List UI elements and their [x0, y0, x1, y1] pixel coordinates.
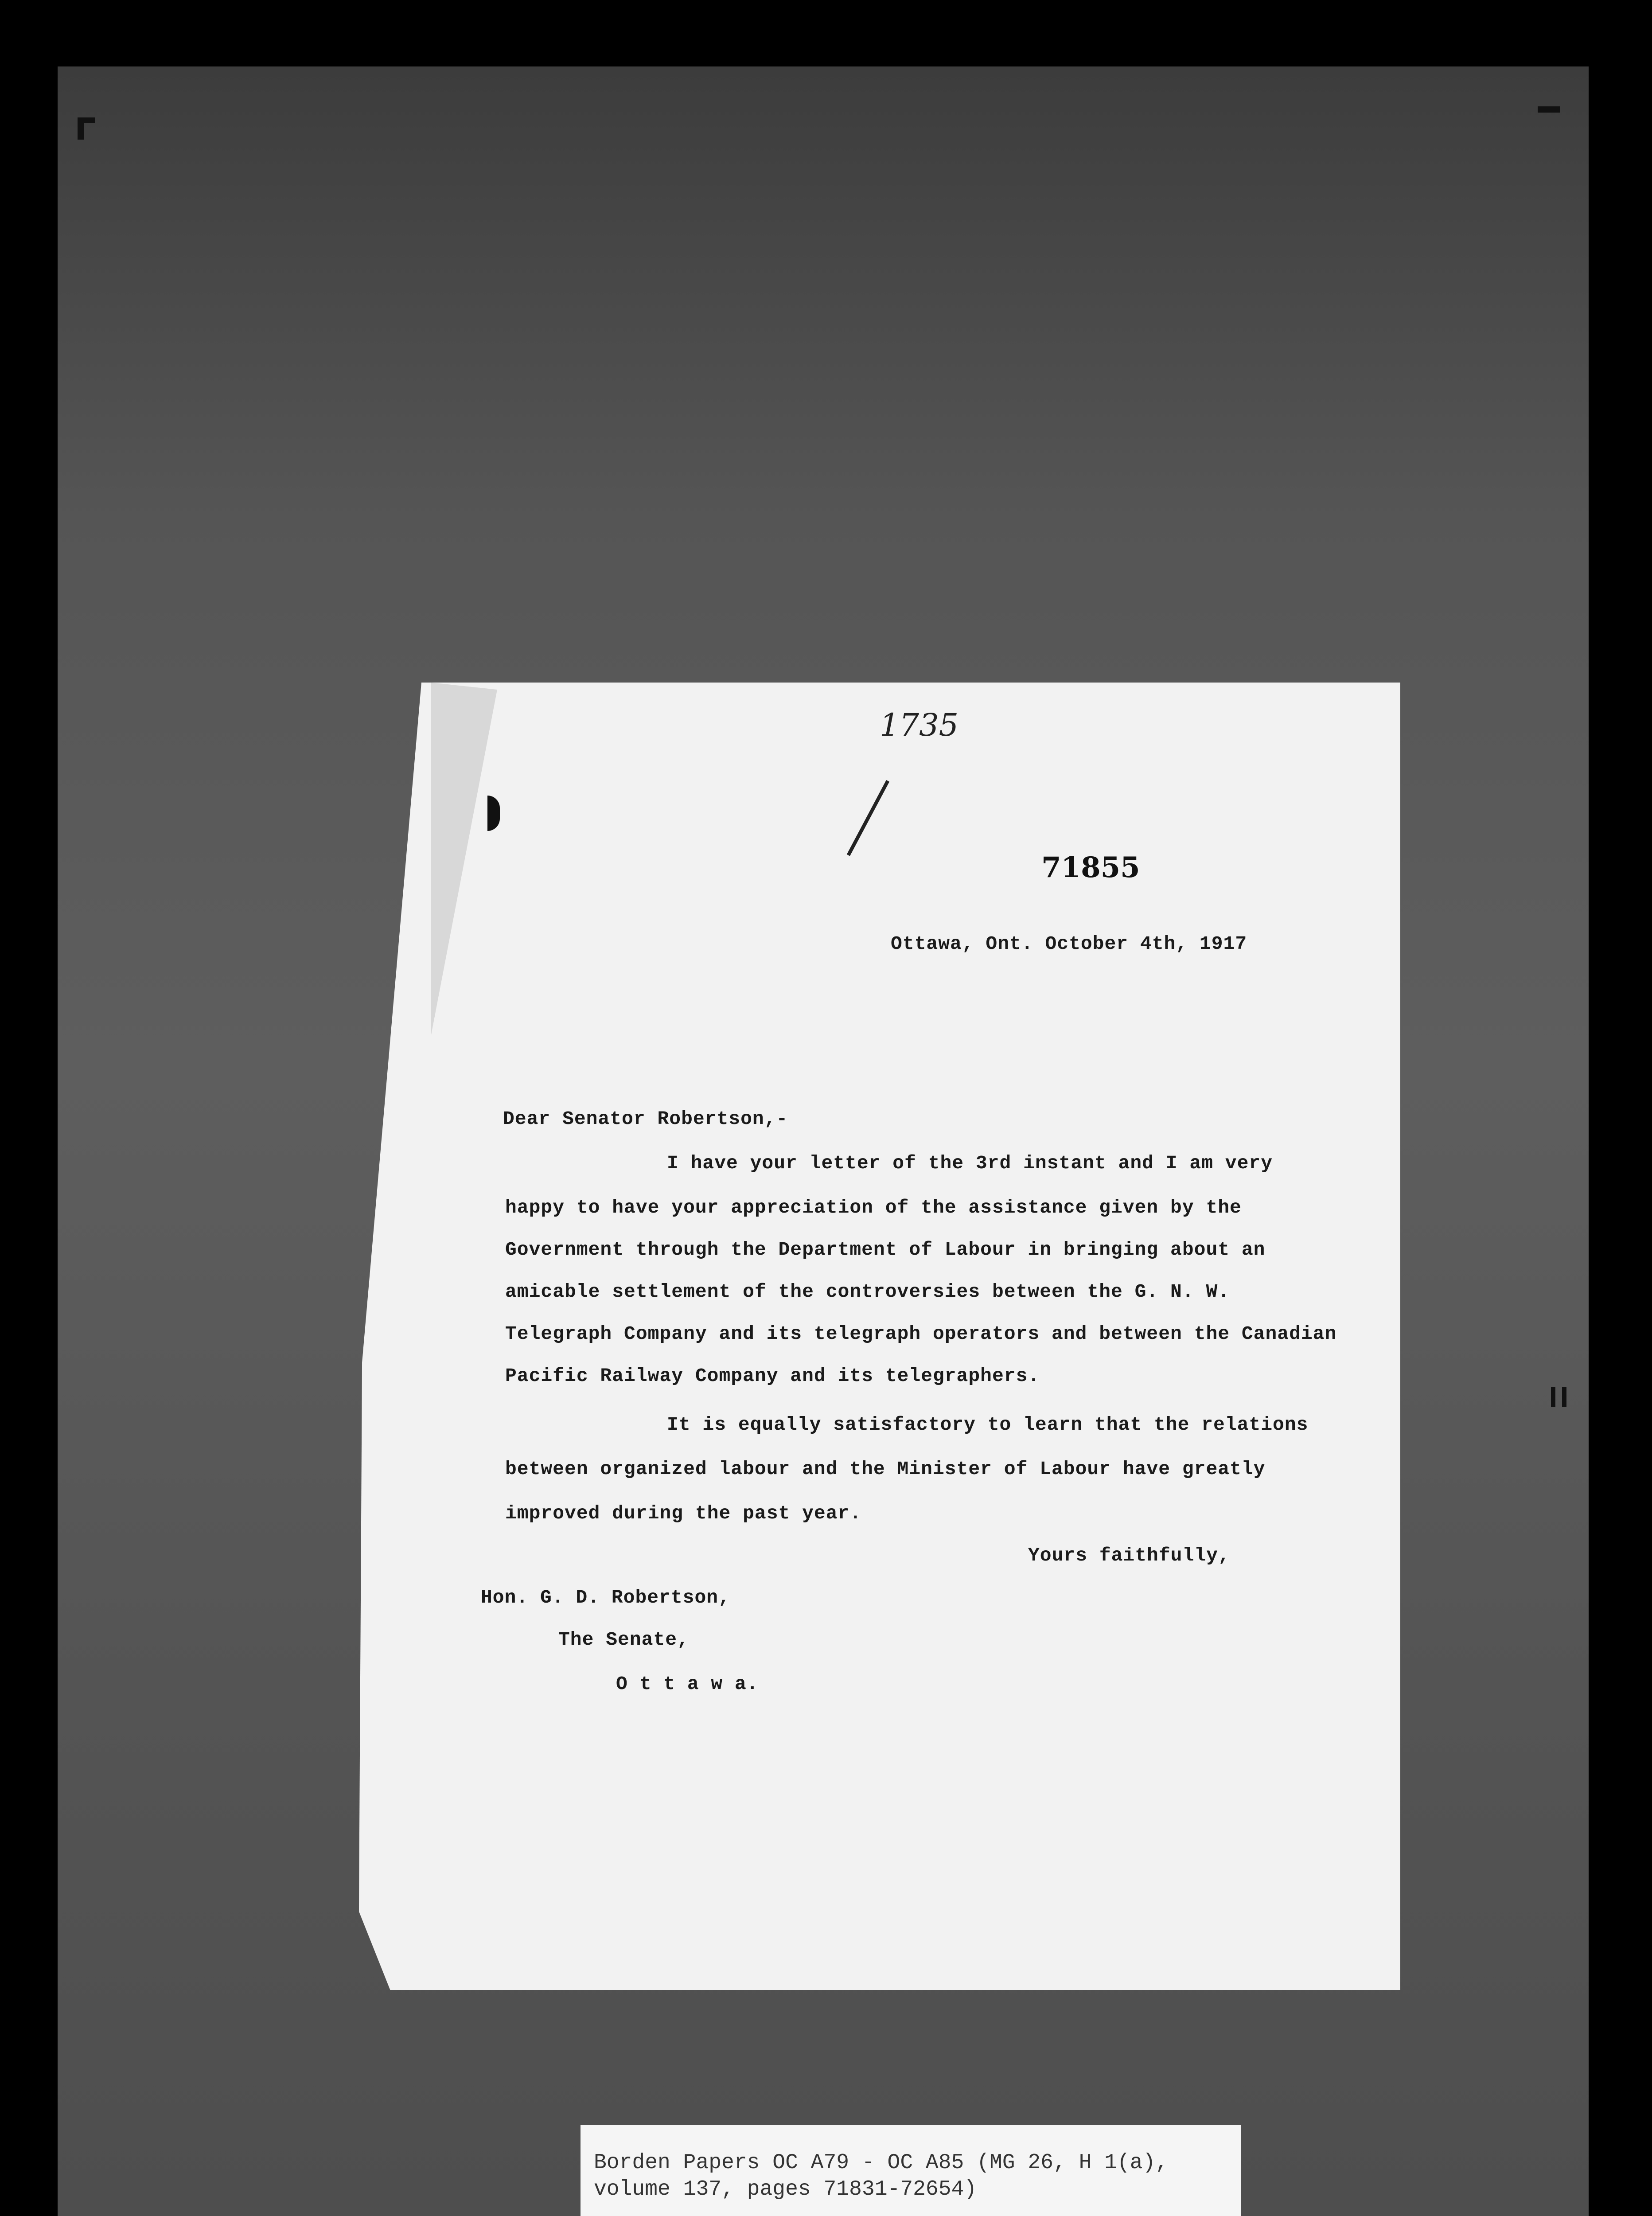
body-line: Government through the Department of Labour in bringing about an	[505, 1239, 1266, 1260]
body-line: Pacific Railway Company and its telegraphers.	[505, 1365, 1040, 1387]
body-line: It is equally satisfactory to learn that the relations	[667, 1414, 1309, 1436]
body-line: amicable settlement of the controversies between the G. N. W.	[505, 1281, 1230, 1303]
body-line: improved during the past year.	[505, 1502, 862, 1524]
addressee-line3: O t t a w a.	[616, 1673, 759, 1695]
date-line: Ottawa, Ont. October 4th, 1917	[891, 933, 1247, 955]
body-line: between organized labour and the Minister of Labour have greatly	[505, 1458, 1266, 1480]
frame-corner-mark	[78, 117, 95, 123]
frame-edge-mark	[1551, 1387, 1555, 1407]
salutation: Dear Senator Robertson,-	[503, 1108, 788, 1130]
body-line: I have your letter of the 3rd instant and I am very	[667, 1152, 1273, 1174]
addressee-name: Hon. G. D. Robertson,	[481, 1587, 730, 1608]
caption-line: Borden Papers OC A79 - OC A85 (MG 26, H 1(a),	[594, 2151, 1169, 2175]
closing: Yours faithfully,	[1028, 1545, 1230, 1566]
body-line: Telegraph Company and its telegraph operators and between the Canadian	[505, 1323, 1337, 1345]
handwritten-note: 1735	[880, 707, 959, 743]
caption-line: volume 137, pages 71831-72654)	[594, 2177, 977, 2201]
caption-slip	[581, 2125, 1241, 2216]
body-line: happy to have your appreciation of the assistance given by the	[505, 1197, 1242, 1218]
addressee-line2: The Senate,	[558, 1629, 689, 1650]
frame-edge-mark	[1562, 1387, 1566, 1407]
page-number: 71855	[1041, 851, 1140, 884]
frame-corner-mark	[1538, 106, 1560, 113]
